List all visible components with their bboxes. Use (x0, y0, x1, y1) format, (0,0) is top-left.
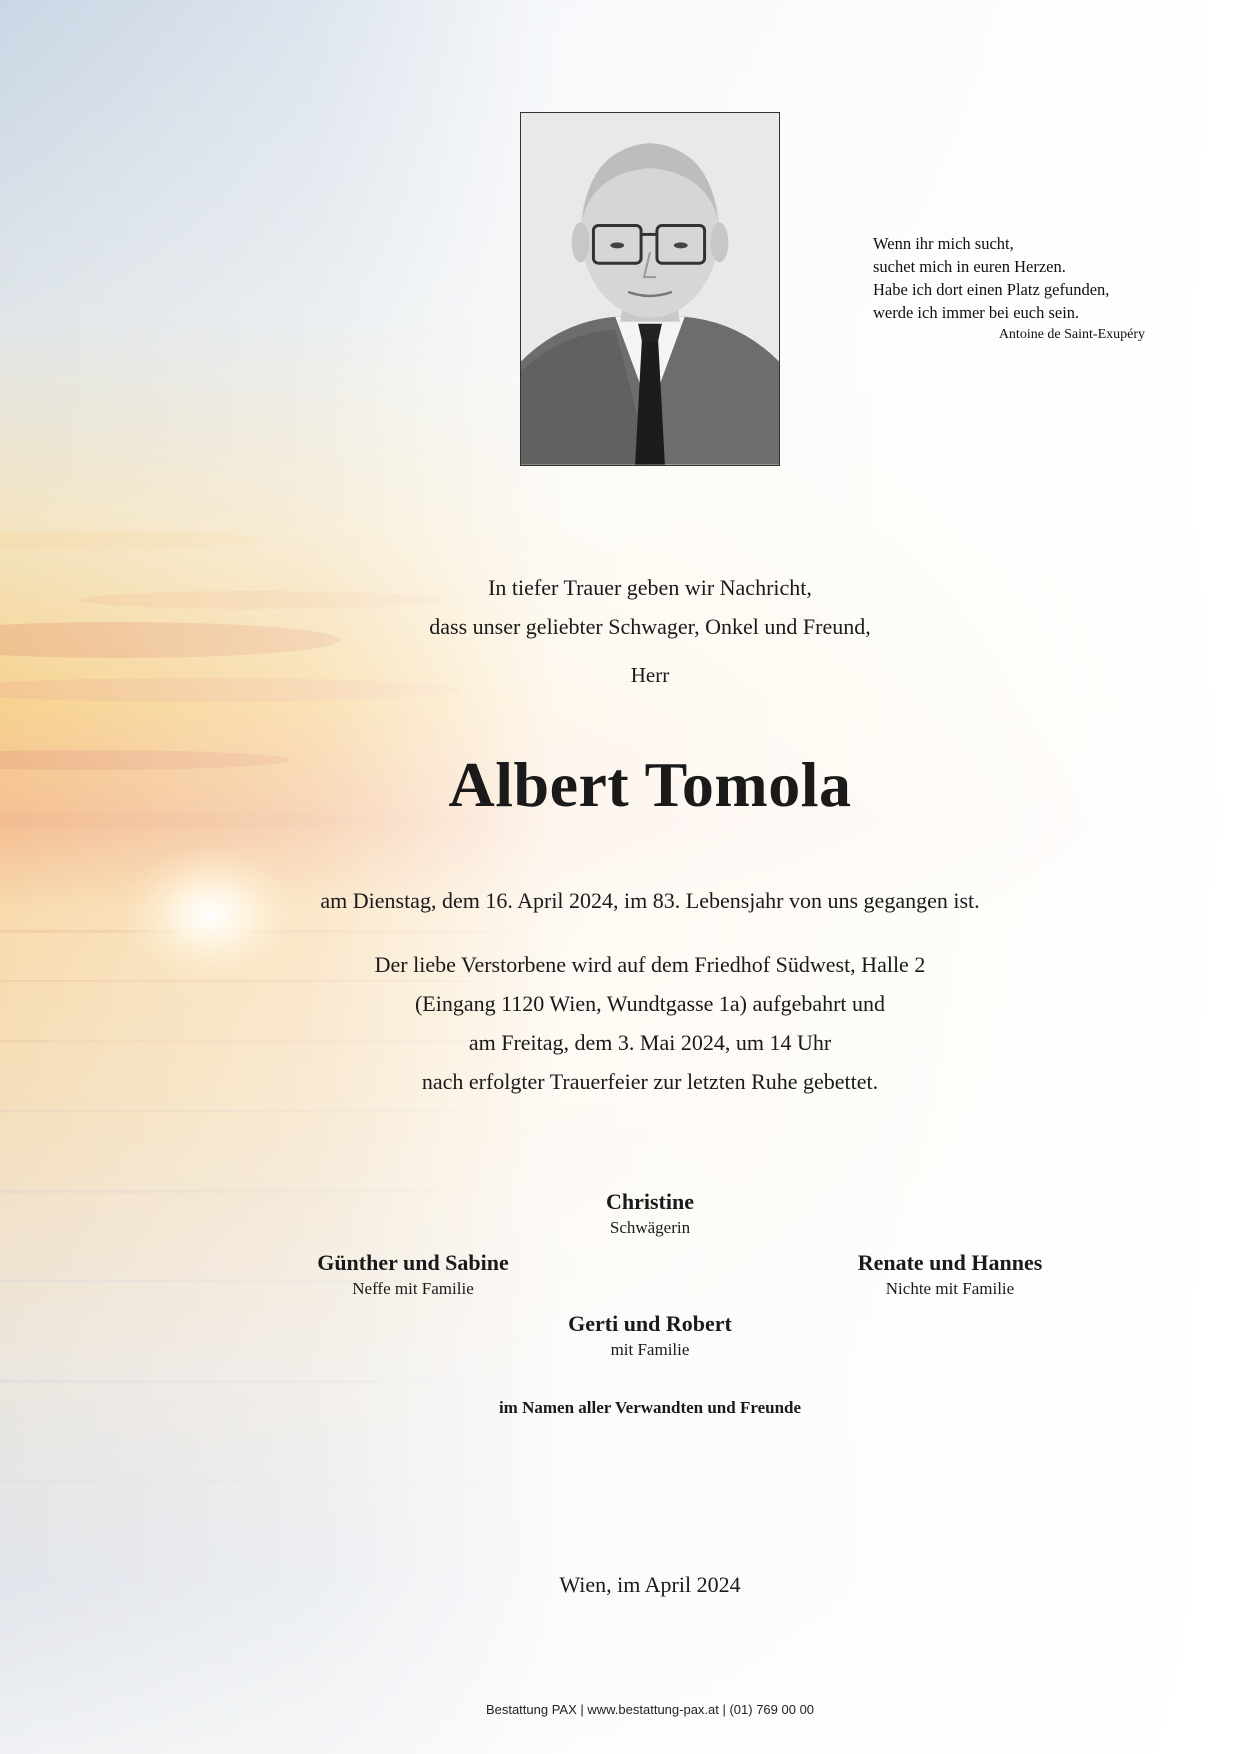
portrait-photo (520, 112, 780, 466)
mourner-relation: mit Familie (610, 1340, 690, 1359)
quote-line: Wenn ihr mich sucht, (873, 234, 1014, 253)
mourner-relation: Nichte mit Familie (885, 1279, 1015, 1298)
burial-line-1: Der liebe Verstorbene wird auf dem Friedhof Südwest, Halle 2 (374, 952, 926, 977)
quote-line: suchet mich in euren Herzen. (873, 257, 1066, 276)
mourner-name: Günther und Sabine (317, 1250, 509, 1275)
intro-line-1: In tiefer Trauer geben wir Nachricht, (488, 575, 812, 600)
quote-line: Habe ich dort einen Platz gefunden, (873, 280, 1110, 299)
mourner-gerti-robert (480, 1310, 820, 1362)
intro-text (0, 568, 1240, 646)
deceased-name: Albert Tomola (448, 749, 852, 820)
mourner-relation: Neffe mit Familie (352, 1279, 474, 1298)
salutation: Herr (630, 663, 670, 687)
burial-line-3: am Freitag, dem 3. Mai 2024, um 14 Uhr (468, 1030, 832, 1055)
mourner-guenther-sabine (243, 1249, 583, 1301)
mourner-name: Gerti und Robert (568, 1311, 732, 1336)
memorial-quote (873, 232, 1173, 346)
mourner-christine (480, 1188, 820, 1240)
mourner-renate-hannes (780, 1249, 1120, 1301)
intro-line-2: dass unser geliebter Schwager, Onkel und Freund, (429, 614, 871, 639)
place-date: Wien, im April 2024 (559, 1572, 741, 1597)
burial-line-4: nach erfolgter Trauerfeier zur letzten Ruhe gebettet. (421, 1069, 879, 1094)
mourner-name: Renate und Hannes (857, 1250, 1043, 1275)
quote-author: Antoine de Saint-Exupéry (998, 327, 1145, 342)
mourner-relation: Schwägerin (609, 1218, 691, 1237)
death-notice: am Dienstag, dem 16. April 2024, im 83. Lebensjahr von uns gegangen ist. (320, 888, 980, 913)
footer-contact: Bestattung PAX | www.bestattung-pax.at | (01) 769 00 00 (485, 1702, 815, 1717)
mourner-name: Christine (606, 1189, 694, 1214)
burial-details (0, 945, 1240, 1101)
burial-line-2: (Eingang 1120 Wien, Wundtgasse 1a) aufgebahrt und (414, 991, 886, 1016)
quote-line: werde ich immer bei euch sein. (873, 303, 1080, 322)
portrait-icon (521, 113, 779, 465)
on-behalf-text: im Namen aller Verwandten und Freunde (498, 1398, 802, 1417)
